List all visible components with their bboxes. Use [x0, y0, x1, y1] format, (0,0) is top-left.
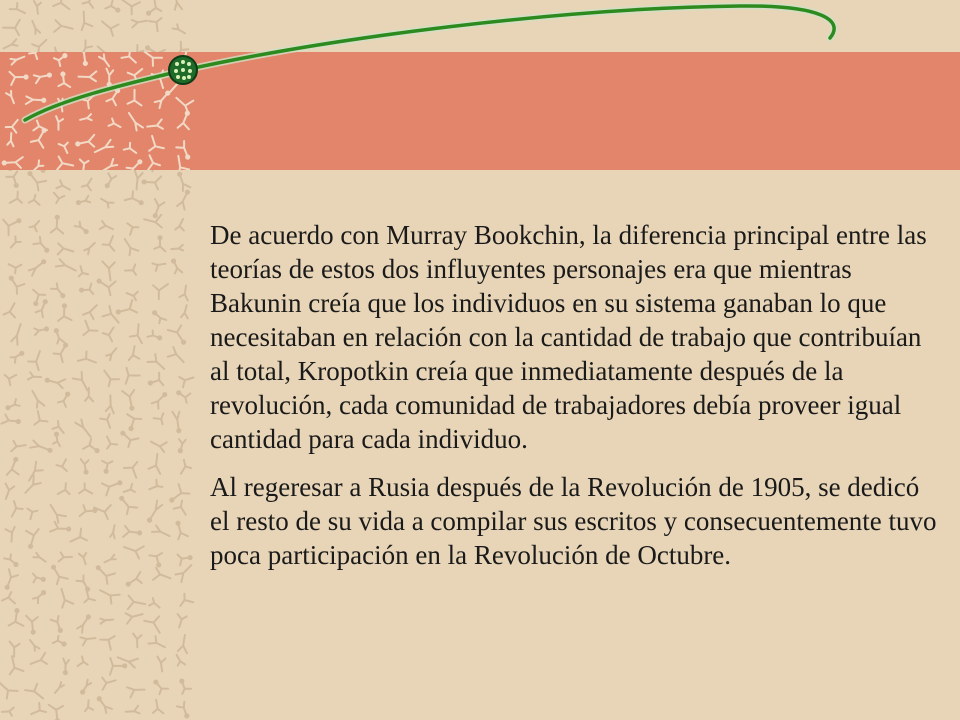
- paragraph-bookchin: De acuerdo con Murray Bookchin, la diferencia principal entre las teorías de estos dos influyentes personajes era que mientras Bakunin creía que los individuos en su sistema ganaban lo que necesitaban en relación con la cantidad de trabajo que contribuían al total, Kropotkin creía que inmediatamente después de la revolución, cada comunidad de trabajadores debía proveer igual cantidad para cada individuo.: [210, 220, 927, 454]
- knot-ornament-icon: [169, 56, 197, 84]
- green-swoosh-decoration: [0, 0, 960, 200]
- slide-body: [210, 218, 940, 586]
- paragraph-return-to-russia: Al regeresar a Rusia después de la Revolución de 1905, se dedicó el resto de su vida a compilar sus escritos y consecuentemente tuvo poca participación en la Revolución de Octubre.: [210, 472, 937, 570]
